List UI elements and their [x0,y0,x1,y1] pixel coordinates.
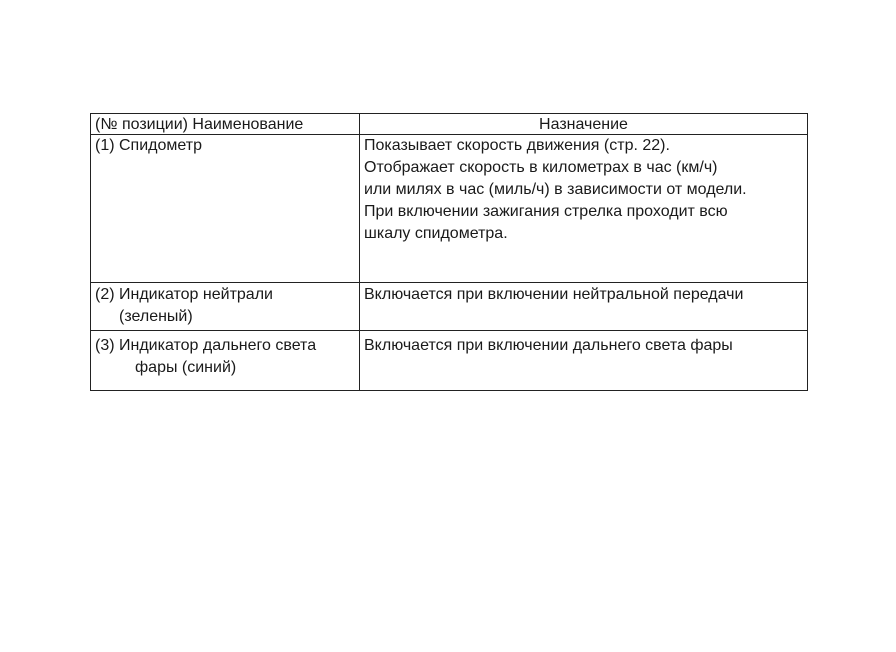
row-name-line: (2) Индикатор нейтрали [95,286,273,303]
row-name-line: фары (синий) [135,359,237,376]
row-purpose-line: Показывает скорость движения (стр. 22). [364,137,670,154]
row-purpose-line: или милях в час (миль/ч) в зависимости от модели. [364,181,747,198]
row-name-cell [91,331,360,391]
row-purpose-line: При включении зажигания стрелка проходит всю [364,203,728,220]
row-name-line: (зеленый) [119,308,193,325]
row-name-line: (1) Спидометр [95,137,202,154]
row-name-line: (3) Индикатор дальнего света [95,337,317,354]
row-purpose-line: Отображает скорость в километрах в час (км/ч) [364,159,718,176]
row-name-cell [91,283,360,331]
header-row [91,114,808,135]
row-purpose-line: Включается при включении дальнего света фары [364,337,733,354]
table-body [91,135,808,391]
table-header [91,114,808,135]
row-purpose-cell [360,331,808,391]
header-name-cell: (№ позиции) Наименование [91,114,360,135]
table-row [91,135,808,283]
table-row [91,331,808,391]
row-name-cell [91,135,360,283]
row-purpose-line: Включается при включении нейтральной передачи [364,286,744,303]
row-purpose-cell [360,135,808,283]
row-purpose-line: шкалу спидометра. [364,225,508,242]
instrument-table [90,113,808,391]
row-purpose-cell [360,283,808,331]
table-row [91,283,808,331]
header-purpose-cell: Назначение [360,114,808,135]
